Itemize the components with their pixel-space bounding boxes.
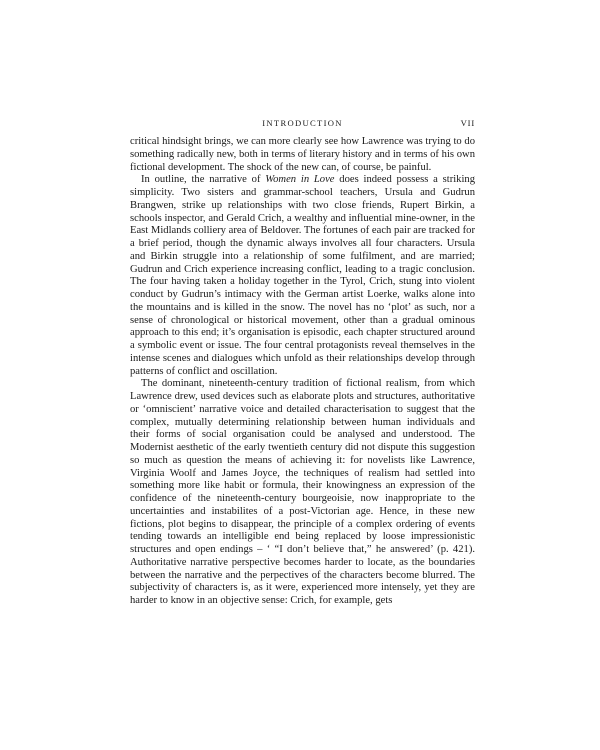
paragraph-3 — [130, 378, 475, 608]
book-title-italic: Women in Love — [265, 174, 335, 186]
running-title: INTRODUCTION — [262, 118, 343, 128]
paragraph-2 — [130, 174, 475, 378]
running-head — [130, 118, 475, 132]
book-page — [130, 118, 475, 608]
paragraph-2-text-a: In outline, the narrative of — [141, 174, 266, 186]
paragraph-2-text-b: does indeed possess a striking simplicity. Two sisters and grammar-school teachers, Ursula and Gudrun Brangwen, strike up relationships with two close friends, Rupert Birkin, a schools inspector, and Gerald Crich, a wealthy and influential mine-owner, in the East Midlands colliery area of Beldover. The fortunes of each pair are tracked for a brief period, though the dynamic always involves all four characters. Ursula and Birkin struggle into a relationship of some fulfilment, and are married; Gudrun and Crich experience increasing conflict, leading to a tragic conclusion. The four having taken a holiday together in the Tyrol, Crich, stung into violent conduct by Gudrun’s intimacy with the German artist Loerke, walks alone into the mountains and is killed in the snow. The novel has no ‘plot’ as such, nor a sense of chronological or historical movement, other than a gradual ominous approach to this end; it’s organisation is episodic, each chapter structured around a symbolic event or issue. The four central protagonists reveal themselves in the intense scenes and dialogues which unfold as their relationships develop through patterns of conflict and oscillation. — [130, 174, 476, 377]
paragraph-3-text: The dominant, nineteenth-century tradition of fictional realism, from which Lawrence drew, used devices such as elaborate plots and structures, authoritative or ‘omniscient’ narrative voice and detailed characterisation to suggest that the complex, mutually determining relationship between human individuals and their forms of social organisation could be analysed and understood. The Modernist aesthetic of the early twentieth century did not dispute this suggestion so much as question the means of achieving it: for novelists like Lawrence, Virginia Woolf and James Joyce, the techniques of realism had settled into something more like habit or formula, their knowingness an expression of the confidence of the nineteenth-century bourgeoisie, now inappropriate to the uncertainties and instabilites of a post-Victorian age. Hence, in these new fictions, plot begins to disappear, the principle of a complex ordering of events tending towards an intelligible end being replaced by loose impressionistic structures and open endings – ‘ “I don’t believe that,” he answered’ (p. 421). Authoritative narrative perspective becomes harder to locate, as the boundaries between the narrative and the perpectives of the characters become blurred. The subjectivity of characters is, as it were, experienced more intensely, yet they are harder to know in an objective sense: Crich, for example, gets — [130, 378, 475, 606]
paragraph-1 — [130, 136, 475, 174]
body-text — [130, 136, 475, 608]
page-number: VII — [460, 118, 475, 128]
paragraph-1-text: critical hindsight brings, we can more clearly see how Lawrence was trying to do something radically new, both in terms of literary history and in terms of his own fictional development. The shock of the new can, of course, be painful. — [130, 136, 475, 173]
